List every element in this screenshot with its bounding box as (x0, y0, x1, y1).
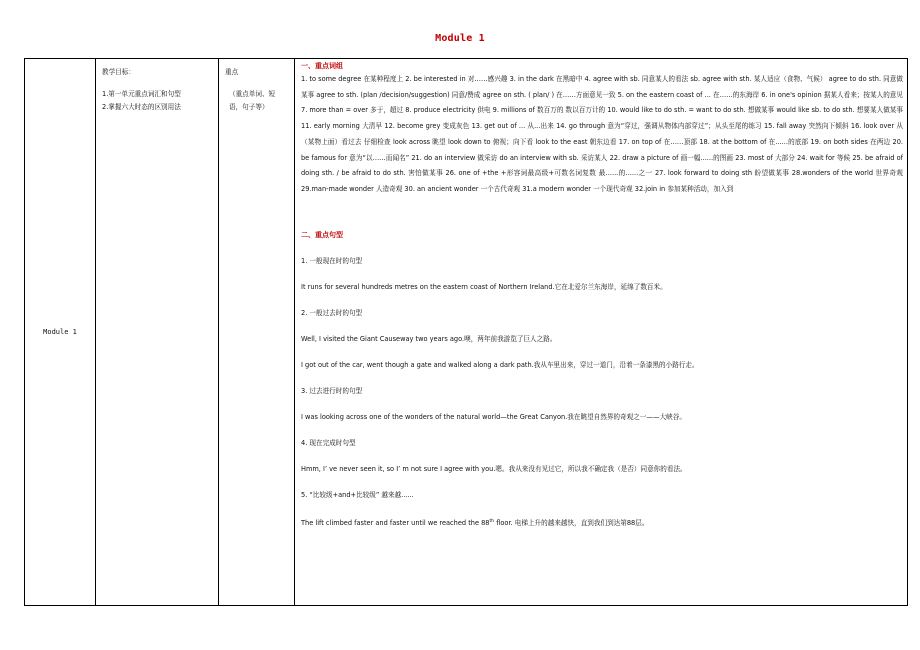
sentence-en: Hmm, I’ ve never seen it, so I’ m not sure I agree with you. (301, 464, 496, 473)
goals-cell (96, 59, 219, 606)
sentence-label: 5. “比较级+and+比较级” 越来越...... (301, 490, 414, 499)
example-sentence (301, 332, 903, 347)
sentence-zh: 电梯上升的越来越快，直到我们到达第88层。 (512, 518, 649, 527)
sentence-label: 1. 一般现在时的句型 (301, 256, 363, 265)
sentence-en: floor. (494, 518, 513, 527)
sentence-en: It runs for several hundreds metres on the eastern coast of Northern Ireland. (301, 282, 555, 291)
sentence-label: 4. 现在完成时句型 (301, 438, 356, 447)
module-label: Module 1 (43, 328, 77, 336)
example-sentence (301, 410, 903, 425)
section-heading: 一、重点词组 (301, 62, 343, 70)
sentence-zh: 我从车里出来，穿过一道门，沿着一条漆黑的小路行走。 (533, 360, 699, 369)
sentence-en: I was looking across one of the wonders of the natural world—the Great Canyon. (301, 412, 568, 421)
sentence-zh: 噢，两年前我游览了巨人之路。 (464, 334, 557, 343)
module-cell (25, 59, 96, 606)
content-cell (295, 59, 908, 606)
focus-cell (219, 59, 295, 606)
page-title: Module 1 (435, 33, 485, 44)
sentence-zh: 嗯。我从来没有见过它，所以我不确定我（是否）同意你的看法。 (495, 464, 687, 473)
sentence-en: I got out of the car, went though a gate and walked along a dark path. (301, 360, 534, 369)
example-sentence (301, 358, 903, 373)
sentence-zh: 我在眺望自然界的奇观之一——大峡谷。 (567, 412, 686, 421)
sentence-en: Well, I visited the Giant Causeway two years ago. (301, 334, 465, 343)
lesson-table (24, 58, 908, 606)
focus-note: 语，句子等） (229, 103, 269, 111)
sentence-zh: 它在北爱尔兰东海岸，延绵了数百米。 (554, 282, 667, 291)
sentence-en: The lift climbed faster and faster until we reached the 88 (301, 518, 490, 527)
sentence-label: 3. 过去进行时的句型 (301, 386, 363, 395)
example-sentence (301, 462, 903, 477)
example-sentence (301, 280, 903, 295)
focus-label: 重点 (225, 68, 239, 76)
phrase-list: 1. to some degree 在某种程度上 2. be interested in 对……感兴趣 3. in the dark 在黑暗中 4. agree with sb. 同意某人的看法 sb. agree with sth. 某人适应（食物、气候） agree to do sth. 同意做某事 agree to sth. (plan /decision/suggestion) 同意/赞成 agree on sth. ( plan/ ) 在……方面意见一致 5. on the eastern coast of ... 在……的东海岸 6. in one's opinion 据某人看来；按某人的意见 7. more than = over 多于，超过 8. produce electricity 供电 9. millions of 数百万的 数以百万计的 10. would like to do sth. = want to do sth. 想做某事 would like sb. to do sth. 想要某人做某事 11. early morning 大清早 12. become grey 变成灰色 13. get out of ... 从...出来 14. go through 意为“穿过，强调从物体内部穿过”；从头至尾的练习 15. fall away 突然向下倾斜 16. look over 从（某物上面）看过去 仔细检查 look across 眺望 look down to 俯视；向下看 look to the east 朝东边看 17. on top of 在……顶部 18. at the bottom of 在......的底部 19. on both sides 在两边 20. be famous for 意为“以……而闻名” 21. do an interview 做采访 do an interview with sb. 采访某人 22. draw a picture of 画一幅......的图画 23. most of 大部分 24. wait for 等候 25. be afraid of doing sth. / be afraid to do sth. 害怕做某事 26. one of +the +形容词最高级+可数名词复数 最......的......之一 27. look forward to doing sth 盼望做某事 28.wonders of the world 世界奇观 29.man-made wonder 人造奇观 30. an ancient wonder 一个古代奇观 31.a modern wonder 一个现代奇观 32.join in 参加某种活动，加入到 (301, 75, 903, 193)
sentence-label: 2. 一般过去时的句型 (301, 308, 363, 317)
section-heading: 二、重点句型 (301, 230, 343, 239)
goal-item: 2.掌握六大时态的区别用法 (102, 103, 181, 111)
ordinal-suffix: th (489, 518, 495, 524)
example-sentence (301, 514, 903, 531)
goals-label: 教学目标： (102, 68, 135, 76)
focus-note: （重点单词、短 (229, 90, 276, 98)
table-row (25, 59, 908, 606)
goal-item: 1.第一单元重点词汇和句型 (102, 90, 181, 98)
